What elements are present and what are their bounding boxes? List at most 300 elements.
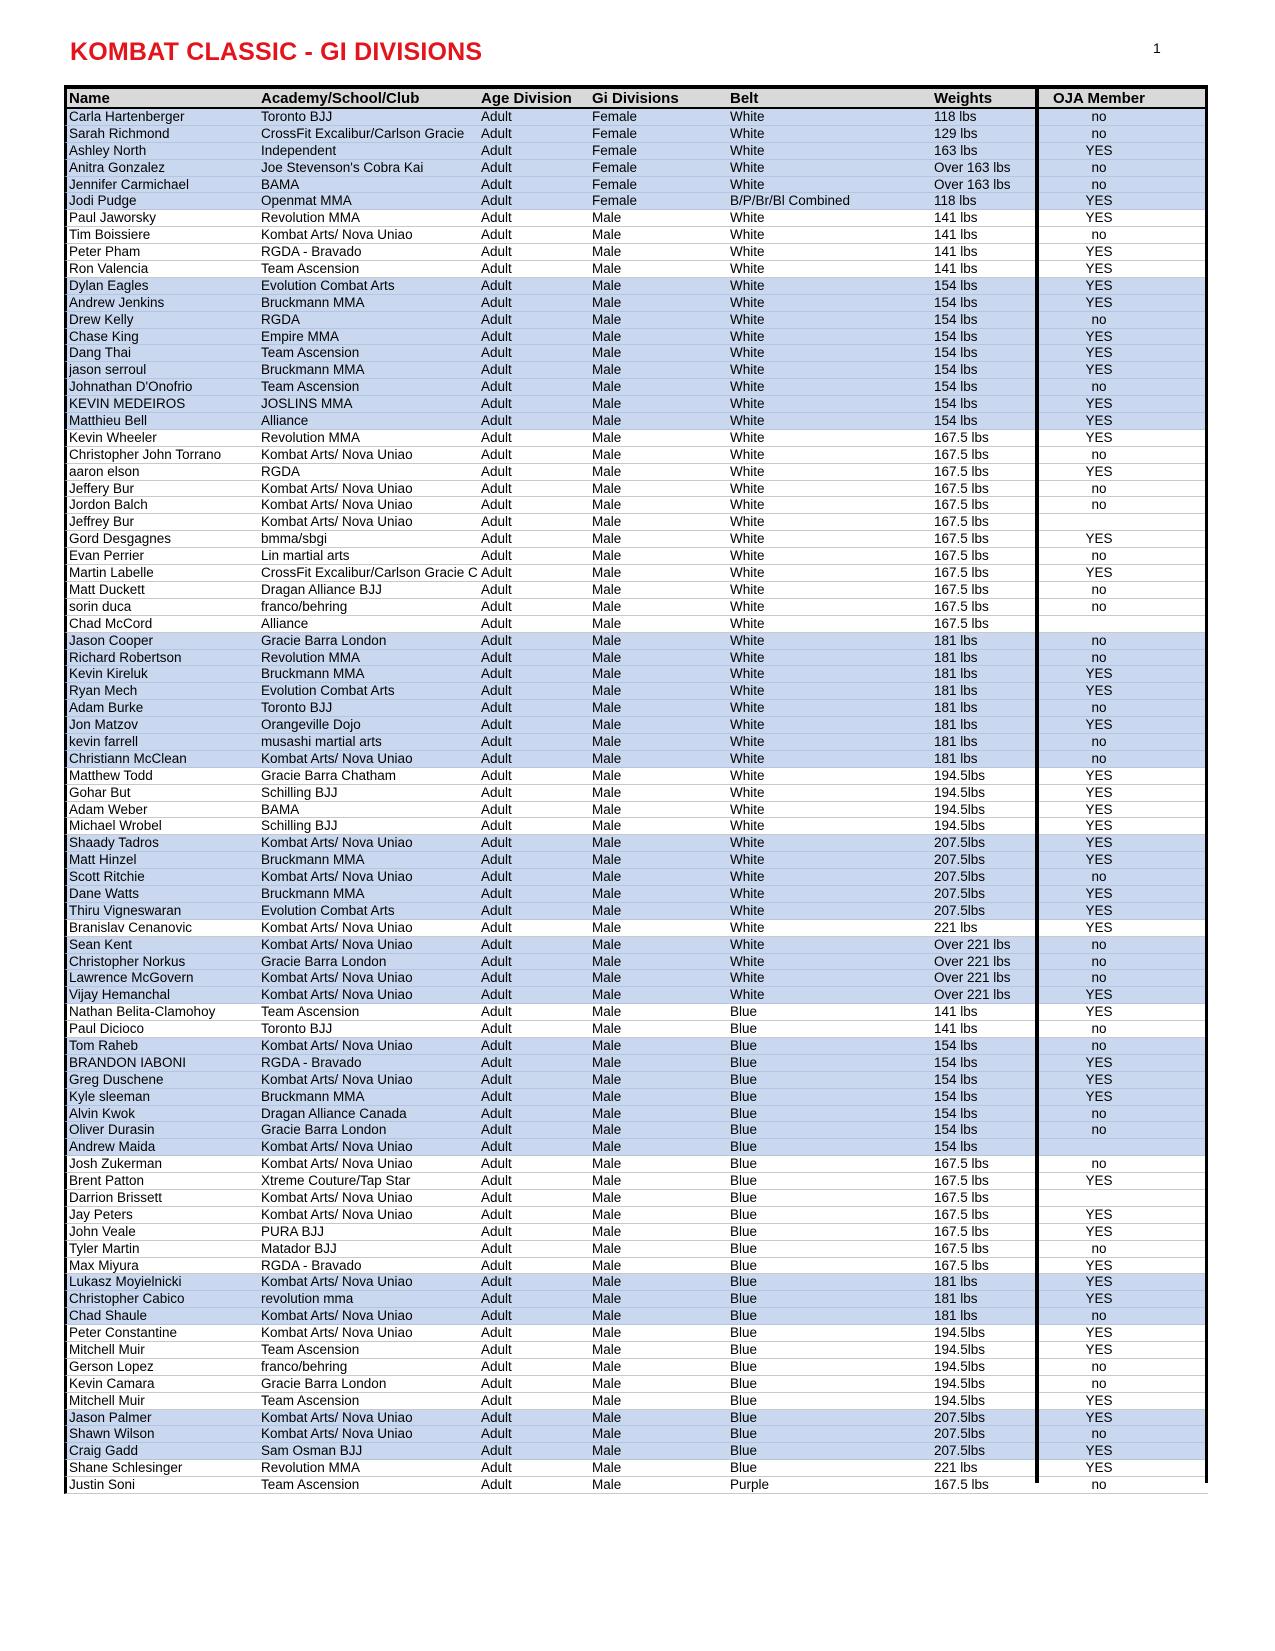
cell-gi-division: Female bbox=[592, 109, 638, 124]
cell-belt: Blue bbox=[730, 1139, 758, 1155]
cell-academy: Revolution MMA bbox=[261, 210, 361, 226]
cell-age-division: Adult bbox=[481, 1037, 512, 1053]
cell-age-division: Adult bbox=[481, 413, 512, 429]
cell-gi-division: Male bbox=[592, 1139, 622, 1155]
cell-name: Sean Kent bbox=[69, 936, 133, 952]
cell-name: Mitchell Muir bbox=[69, 1392, 145, 1408]
cell-belt: White bbox=[730, 784, 765, 800]
cell-belt: White bbox=[730, 311, 765, 327]
cell-belt: White bbox=[730, 463, 765, 479]
cell-age-division: Adult bbox=[481, 1240, 512, 1256]
cell-age-division: Adult bbox=[481, 1223, 512, 1239]
cell-age-division: Adult bbox=[481, 328, 512, 344]
cell-academy: Kombat Arts/ Nova Uniao bbox=[261, 446, 413, 462]
cell-academy: Kombat Arts/ Nova Uniao bbox=[261, 1409, 413, 1425]
cell-age-division: Adult bbox=[481, 919, 512, 935]
cell-academy: Team Ascension bbox=[261, 1477, 360, 1493]
cell-gi-division: Male bbox=[592, 244, 622, 260]
cell-age-division: Adult bbox=[481, 396, 512, 412]
cell-gi-division: Female bbox=[592, 142, 638, 158]
cell-gi-division: Male bbox=[592, 919, 622, 935]
cell-age-division: Adult bbox=[481, 1392, 512, 1408]
cell-age-division: Adult bbox=[481, 261, 512, 277]
cell-academy: Kombat Arts/ Nova Uniao bbox=[261, 1308, 413, 1324]
cell-name: Josh Zukerman bbox=[69, 1156, 163, 1172]
cell-gi-division: Male bbox=[592, 1426, 622, 1442]
table-right-border bbox=[1205, 85, 1208, 1483]
cell-academy: RGDA bbox=[261, 463, 301, 479]
cell-academy: Sam Osman BJJ bbox=[261, 1443, 363, 1459]
cell-age-division: Adult bbox=[481, 379, 512, 395]
cell-weight: 141 lbs bbox=[934, 1021, 978, 1037]
cell-belt: Blue bbox=[730, 1358, 758, 1374]
cell-belt: White bbox=[730, 429, 765, 445]
cell-academy: Evolution Combat Arts bbox=[261, 277, 395, 293]
cell-oja-member: no bbox=[1091, 311, 1107, 327]
cell-name: Jeffrey Bur bbox=[69, 514, 135, 530]
cell-belt: White bbox=[730, 345, 765, 361]
cell-belt: Blue bbox=[730, 1274, 758, 1290]
cell-oja-member: no bbox=[1091, 1240, 1107, 1256]
cell-age-division: Adult bbox=[481, 784, 512, 800]
cell-name: Kevin Kireluk bbox=[69, 666, 148, 682]
cell-weight: 167.5 lbs bbox=[934, 1240, 989, 1256]
cell-academy: Alliance bbox=[261, 615, 309, 631]
cell-oja-member: YES bbox=[1085, 142, 1113, 158]
cell-oja-member: YES bbox=[1085, 193, 1113, 209]
cell-oja-member: YES bbox=[1085, 1071, 1113, 1087]
cell-weight: 154 lbs bbox=[934, 294, 978, 310]
cell-academy: Evolution Combat Arts bbox=[261, 902, 395, 918]
cell-weight: 154 lbs bbox=[934, 1054, 978, 1070]
cell-age-division: Adult bbox=[481, 1291, 512, 1307]
header-academy: Academy/School/Club bbox=[261, 90, 420, 107]
cell-name: Christopher John Torrano bbox=[69, 446, 222, 462]
cell-oja-member: YES bbox=[1085, 717, 1113, 733]
cell-weight: 118 lbs bbox=[934, 109, 977, 124]
cell-weight: 221 lbs bbox=[934, 919, 978, 935]
cell-academy: Kombat Arts/ Nova Uniao bbox=[261, 1190, 413, 1205]
cell-academy: Bruckmann MMA bbox=[261, 885, 365, 901]
cell-oja-member: no bbox=[1091, 1375, 1107, 1391]
cell-academy: Team Ascension bbox=[261, 261, 360, 277]
cell-belt: White bbox=[730, 852, 765, 868]
cell-academy: Kombat Arts/ Nova Uniao bbox=[261, 1325, 413, 1341]
cell-gi-division: Male bbox=[592, 463, 622, 479]
cell-oja-member: YES bbox=[1085, 885, 1113, 901]
cell-gi-division: Male bbox=[592, 1409, 622, 1425]
cell-weight: 141 lbs bbox=[934, 261, 978, 277]
cell-name: BRANDON IABONI bbox=[69, 1054, 187, 1070]
cell-weight: 154 lbs bbox=[934, 396, 978, 412]
cell-belt: White bbox=[730, 159, 765, 175]
cell-weight: 167.5 lbs bbox=[934, 1223, 989, 1239]
cell-academy: franco/behring bbox=[261, 598, 348, 614]
cell-oja-member: no bbox=[1091, 970, 1107, 986]
cell-belt: White bbox=[730, 497, 765, 513]
cell-name: Adam Weber bbox=[69, 801, 148, 817]
cell-belt: B/P/Br/Bl Combined bbox=[730, 193, 851, 209]
cell-oja-member: no bbox=[1091, 1426, 1107, 1442]
cell-age-division: Adult bbox=[481, 429, 512, 445]
cell-belt: White bbox=[730, 666, 765, 682]
cell-gi-division: Male bbox=[592, 1443, 622, 1459]
cell-weight: Over 221 lbs bbox=[934, 936, 1011, 952]
cell-belt: White bbox=[730, 125, 765, 141]
cell-belt: White bbox=[730, 328, 765, 344]
cell-weight: 207.5lbs bbox=[934, 1426, 986, 1442]
cell-gi-division: Male bbox=[592, 210, 622, 226]
cell-academy: Team Ascension bbox=[261, 1392, 360, 1408]
cell-age-division: Adult bbox=[481, 869, 512, 885]
cell-name: Max Miyura bbox=[69, 1257, 139, 1273]
cell-weight: 167.5 lbs bbox=[934, 581, 989, 597]
cell-gi-division: Male bbox=[592, 717, 622, 733]
cell-weight: 181 lbs bbox=[934, 1274, 978, 1290]
cell-name: Dylan Eagles bbox=[69, 277, 149, 293]
cell-academy: Xtreme Couture/Tap Star bbox=[261, 1173, 411, 1189]
cell-belt: Blue bbox=[730, 1375, 758, 1391]
cell-academy: Evolution Combat Arts bbox=[261, 683, 395, 699]
cell-oja-member: no bbox=[1091, 581, 1107, 597]
cell-name: Christiann McClean bbox=[69, 750, 187, 766]
cell-academy: Kombat Arts/ Nova Uniao bbox=[261, 227, 413, 243]
cell-belt: White bbox=[730, 683, 765, 699]
cell-name: Craig Gadd bbox=[69, 1443, 139, 1459]
cell-name: Anitra Gonzalez bbox=[69, 159, 166, 175]
cell-name: Matt Hinzel bbox=[69, 852, 137, 868]
cell-name: Matthieu Bell bbox=[69, 413, 148, 429]
cell-academy: Kombat Arts/ Nova Uniao bbox=[261, 1139, 413, 1155]
cell-belt: Blue bbox=[730, 1105, 758, 1121]
cell-age-division: Adult bbox=[481, 1409, 512, 1425]
cell-gi-division: Male bbox=[592, 1342, 622, 1358]
cell-age-division: Adult bbox=[481, 649, 512, 665]
cell-academy: Alliance bbox=[261, 413, 309, 429]
cell-academy: Bruckmann MMA bbox=[261, 852, 365, 868]
cell-academy: Revolution MMA bbox=[261, 429, 361, 445]
cell-academy: bmma/sbgi bbox=[261, 531, 328, 547]
cell-academy: Matador BJJ bbox=[261, 1240, 337, 1256]
cell-academy: Team Ascension bbox=[261, 345, 360, 361]
cell-belt: White bbox=[730, 277, 765, 293]
cell-name: Kyle sleeman bbox=[69, 1088, 151, 1104]
cell-age-division: Adult bbox=[481, 666, 512, 682]
cell-name: Justin Soni bbox=[69, 1477, 136, 1493]
cell-name: Gord Desgagnes bbox=[69, 531, 172, 547]
cell-academy: Revolution MMA bbox=[261, 1460, 361, 1476]
cell-belt: Blue bbox=[730, 1206, 758, 1222]
cell-oja-member: no bbox=[1091, 1308, 1107, 1324]
cell-gi-division: Male bbox=[592, 379, 622, 395]
cell-academy: CrossFit Excalibur/Carlson Gracie bbox=[261, 125, 465, 141]
cell-belt: White bbox=[730, 987, 765, 1003]
cell-name: Shaady Tadros bbox=[69, 835, 159, 851]
cell-gi-division: Male bbox=[592, 784, 622, 800]
cell-gi-division: Male bbox=[592, 666, 622, 682]
cell-oja-member: YES bbox=[1085, 835, 1113, 851]
cell-weight: 167.5 lbs bbox=[934, 1173, 989, 1189]
cell-weight: 154 lbs bbox=[934, 1122, 978, 1138]
cell-gi-division: Male bbox=[592, 1274, 622, 1290]
cell-gi-division: Male bbox=[592, 413, 622, 429]
cell-academy: Toronto BJJ bbox=[261, 109, 333, 124]
cell-weight: 194.5lbs bbox=[934, 818, 986, 834]
cell-age-division: Adult bbox=[481, 1021, 512, 1037]
cell-gi-division: Male bbox=[592, 970, 622, 986]
cell-name: Tom Raheb bbox=[69, 1037, 139, 1053]
cell-belt: White bbox=[730, 615, 765, 631]
cell-name: Richard Robertson bbox=[69, 649, 182, 665]
cell-oja-member: YES bbox=[1085, 413, 1113, 429]
cell-gi-division: Male bbox=[592, 1308, 622, 1324]
cell-weight: 167.5 lbs bbox=[934, 429, 989, 445]
cell-belt: White bbox=[730, 514, 765, 530]
cell-oja-member: no bbox=[1091, 176, 1107, 192]
cell-gi-division: Male bbox=[592, 1460, 622, 1476]
cell-age-division: Adult bbox=[481, 1071, 512, 1087]
cell-gi-division: Male bbox=[592, 514, 622, 530]
cell-name: John Veale bbox=[69, 1223, 136, 1239]
cell-weight: 181 lbs bbox=[934, 649, 978, 665]
cell-age-division: Adult bbox=[481, 1004, 512, 1020]
cell-name: Dane Watts bbox=[69, 885, 140, 901]
cell-weight: 181 lbs bbox=[934, 666, 978, 682]
cell-academy: Kombat Arts/ Nova Uniao bbox=[261, 835, 413, 851]
cell-oja-member: YES bbox=[1085, 463, 1113, 479]
cell-belt: White bbox=[730, 936, 765, 952]
cell-gi-division: Male bbox=[592, 1477, 622, 1493]
cell-academy: RGDA - Bravado bbox=[261, 1257, 362, 1273]
cell-belt: White bbox=[730, 700, 765, 716]
cell-academy: Schilling BJJ bbox=[261, 818, 338, 834]
cell-belt: Blue bbox=[730, 1071, 758, 1087]
cell-weight: 194.5lbs bbox=[934, 1392, 986, 1408]
cell-age-division: Adult bbox=[481, 277, 512, 293]
cell-gi-division: Male bbox=[592, 818, 622, 834]
cell-age-division: Adult bbox=[481, 700, 512, 716]
cell-name: Jason Palmer bbox=[69, 1409, 152, 1425]
cell-weight: 194.5lbs bbox=[934, 1375, 986, 1391]
cell-name: Shawn Wilson bbox=[69, 1426, 155, 1442]
header-weights: Weights bbox=[934, 90, 993, 107]
cell-age-division: Adult bbox=[481, 936, 512, 952]
cell-belt: Blue bbox=[730, 1156, 758, 1172]
cell-weight: 167.5 lbs bbox=[934, 1156, 989, 1172]
cell-name: Jennifer Carmichael bbox=[69, 176, 190, 192]
cell-academy: Team Ascension bbox=[261, 1004, 360, 1020]
cell-gi-division: Male bbox=[592, 362, 622, 378]
cell-gi-division: Male bbox=[592, 1392, 622, 1408]
cell-academy: Lin martial arts bbox=[261, 548, 350, 564]
cell-name: Christopher Cabico bbox=[69, 1291, 185, 1307]
cell-academy: Gracie Barra London bbox=[261, 1122, 387, 1138]
cell-weight: 167.5 lbs bbox=[934, 463, 989, 479]
cell-age-division: Adult bbox=[481, 885, 512, 901]
cell-age-division: Adult bbox=[481, 565, 512, 581]
cell-weight: 181 lbs bbox=[934, 750, 978, 766]
cell-weight: 154 lbs bbox=[934, 345, 978, 361]
cell-weight: 207.5lbs bbox=[934, 869, 986, 885]
cell-gi-division: Male bbox=[592, 835, 622, 851]
cell-belt: Blue bbox=[730, 1426, 758, 1442]
cell-oja-member: YES bbox=[1085, 683, 1113, 699]
cell-academy: Dragan Alliance BJJ bbox=[261, 581, 382, 597]
cell-age-division: Adult bbox=[481, 497, 512, 513]
cell-belt: White bbox=[730, 548, 765, 564]
cell-age-division: Adult bbox=[481, 1325, 512, 1341]
cell-age-division: Adult bbox=[481, 835, 512, 851]
cell-academy: Bruckmann MMA bbox=[261, 666, 365, 682]
cell-name: Christopher Norkus bbox=[69, 953, 186, 969]
cell-age-division: Adult bbox=[481, 294, 512, 310]
cell-weight: 207.5lbs bbox=[934, 852, 986, 868]
cell-belt: White bbox=[730, 244, 765, 260]
cell-belt: White bbox=[730, 717, 765, 733]
cell-weight: 167.5 lbs bbox=[934, 514, 989, 530]
cell-weight: 167.5 lbs bbox=[934, 531, 989, 547]
cell-gi-division: Male bbox=[592, 632, 622, 648]
cell-name: Oliver Durasin bbox=[69, 1122, 155, 1138]
cell-oja-member: YES bbox=[1085, 784, 1113, 800]
cell-oja-member: no bbox=[1091, 159, 1107, 175]
cell-weight: Over 221 lbs bbox=[934, 987, 1011, 1003]
cell-gi-division: Male bbox=[592, 1223, 622, 1239]
cell-name: Thiru Vigneswaran bbox=[69, 902, 182, 918]
cell-oja-member: YES bbox=[1085, 1443, 1113, 1459]
cell-name: Peter Pham bbox=[69, 244, 141, 260]
cell-gi-division: Male bbox=[592, 1122, 622, 1138]
cell-age-division: Adult bbox=[481, 531, 512, 547]
cell-belt: White bbox=[730, 733, 765, 749]
column-divider bbox=[1035, 85, 1039, 1483]
cell-academy: franco/behring bbox=[261, 1358, 348, 1374]
cell-gi-division: Male bbox=[592, 277, 622, 293]
cell-oja-member: no bbox=[1091, 700, 1107, 716]
cell-gi-division: Female bbox=[592, 159, 638, 175]
cell-weight: 194.5lbs bbox=[934, 784, 986, 800]
cell-name: Shane Schlesinger bbox=[69, 1460, 183, 1476]
cell-name: Kevin Camara bbox=[69, 1375, 155, 1391]
cell-age-division: Adult bbox=[481, 1477, 512, 1493]
cell-academy: Openmat MMA bbox=[261, 193, 352, 209]
cell-weight: 154 lbs bbox=[934, 277, 978, 293]
cell-oja-member: no bbox=[1091, 227, 1107, 243]
cell-oja-member: YES bbox=[1085, 801, 1113, 817]
header-age-division: Age Division bbox=[481, 90, 572, 107]
cell-academy: Kombat Arts/ Nova Uniao bbox=[261, 919, 413, 935]
cell-oja-member: YES bbox=[1085, 919, 1113, 935]
cell-belt: White bbox=[730, 176, 765, 192]
cell-academy: Bruckmann MMA bbox=[261, 362, 365, 378]
cell-weight: Over 163 lbs bbox=[934, 159, 1011, 175]
cell-oja-member: YES bbox=[1085, 345, 1113, 361]
cell-belt: White bbox=[730, 261, 765, 277]
cell-age-division: Adult bbox=[481, 1375, 512, 1391]
cell-oja-member: YES bbox=[1085, 1173, 1113, 1189]
cell-gi-division: Male bbox=[592, 987, 622, 1003]
cell-oja-member: YES bbox=[1085, 1342, 1113, 1358]
cell-oja-member: no bbox=[1091, 480, 1107, 496]
cell-age-division: Adult bbox=[481, 581, 512, 597]
cell-oja-member: YES bbox=[1085, 1274, 1113, 1290]
cell-name: Darrion Brissett bbox=[69, 1190, 163, 1205]
cell-age-division: Adult bbox=[481, 970, 512, 986]
cell-name: Andrew Maida bbox=[69, 1139, 156, 1155]
cell-academy: BAMA bbox=[261, 801, 300, 817]
cell-age-division: Adult bbox=[481, 125, 512, 141]
cell-name: Adam Burke bbox=[69, 700, 144, 716]
cell-weight: 181 lbs bbox=[934, 683, 978, 699]
cell-oja-member: no bbox=[1091, 1105, 1107, 1121]
cell-belt: White bbox=[730, 379, 765, 395]
cell-belt: Blue bbox=[730, 1392, 758, 1408]
cell-weight: 167.5 lbs bbox=[934, 548, 989, 564]
cell-name: Jason Cooper bbox=[69, 632, 154, 648]
cell-weight: 194.5lbs bbox=[934, 801, 986, 817]
cell-oja-member: no bbox=[1091, 1358, 1107, 1374]
cell-oja-member: YES bbox=[1085, 1223, 1113, 1239]
cell-oja-member: YES bbox=[1085, 429, 1113, 445]
cell-gi-division: Male bbox=[592, 936, 622, 952]
cell-weight: 167.5 lbs bbox=[934, 1190, 989, 1205]
cell-name: sorin duca bbox=[69, 598, 132, 614]
cell-name: Tyler Martin bbox=[69, 1240, 140, 1256]
cell-age-division: Adult bbox=[481, 953, 512, 969]
cell-weight: Over 221 lbs bbox=[934, 970, 1011, 986]
cell-academy: JOSLINS MMA bbox=[261, 396, 353, 412]
cell-age-division: Adult bbox=[481, 1054, 512, 1070]
cell-belt: White bbox=[730, 885, 765, 901]
cell-belt: Blue bbox=[730, 1037, 758, 1053]
cell-gi-division: Male bbox=[592, 1054, 622, 1070]
cell-weight: 154 lbs bbox=[934, 362, 978, 378]
cell-gi-division: Male bbox=[592, 1105, 622, 1121]
cell-oja-member: YES bbox=[1085, 1325, 1113, 1341]
cell-belt: White bbox=[730, 767, 765, 783]
cell-oja-member: YES bbox=[1085, 852, 1113, 868]
cell-name: Chad Shaule bbox=[69, 1308, 148, 1324]
cell-belt: White bbox=[730, 835, 765, 851]
cell-weight: 207.5lbs bbox=[934, 1409, 986, 1425]
cell-oja-member: YES bbox=[1085, 277, 1113, 293]
cell-age-division: Adult bbox=[481, 1443, 512, 1459]
cell-oja-member: YES bbox=[1085, 1460, 1113, 1476]
cell-academy: Bruckmann MMA bbox=[261, 1088, 365, 1104]
cell-name: Martin Labelle bbox=[69, 565, 154, 581]
cell-age-division: Adult bbox=[481, 1257, 512, 1273]
cell-gi-division: Male bbox=[592, 328, 622, 344]
cell-name: Paul Dicioco bbox=[69, 1021, 145, 1037]
cell-belt: White bbox=[730, 818, 765, 834]
cell-weight: 118 lbs bbox=[934, 193, 977, 209]
cell-gi-division: Female bbox=[592, 125, 638, 141]
cell-belt: Blue bbox=[730, 1409, 758, 1425]
cell-academy: Orangeville Dojo bbox=[261, 717, 361, 733]
cell-oja-member: no bbox=[1091, 632, 1107, 648]
cell-age-division: Adult bbox=[481, 176, 512, 192]
cell-gi-division: Male bbox=[592, 649, 622, 665]
cell-oja-member: no bbox=[1091, 733, 1107, 749]
cell-age-division: Adult bbox=[481, 1274, 512, 1290]
cell-academy: CrossFit Excalibur/Carlson Gracie C bbox=[261, 565, 478, 581]
cell-gi-division: Male bbox=[592, 1325, 622, 1341]
cell-age-division: Adult bbox=[481, 446, 512, 462]
cell-belt: White bbox=[730, 565, 765, 581]
cell-academy: Independent bbox=[261, 142, 337, 158]
cell-weight: 141 lbs bbox=[934, 1004, 978, 1020]
cell-name: aaron elson bbox=[69, 463, 140, 479]
